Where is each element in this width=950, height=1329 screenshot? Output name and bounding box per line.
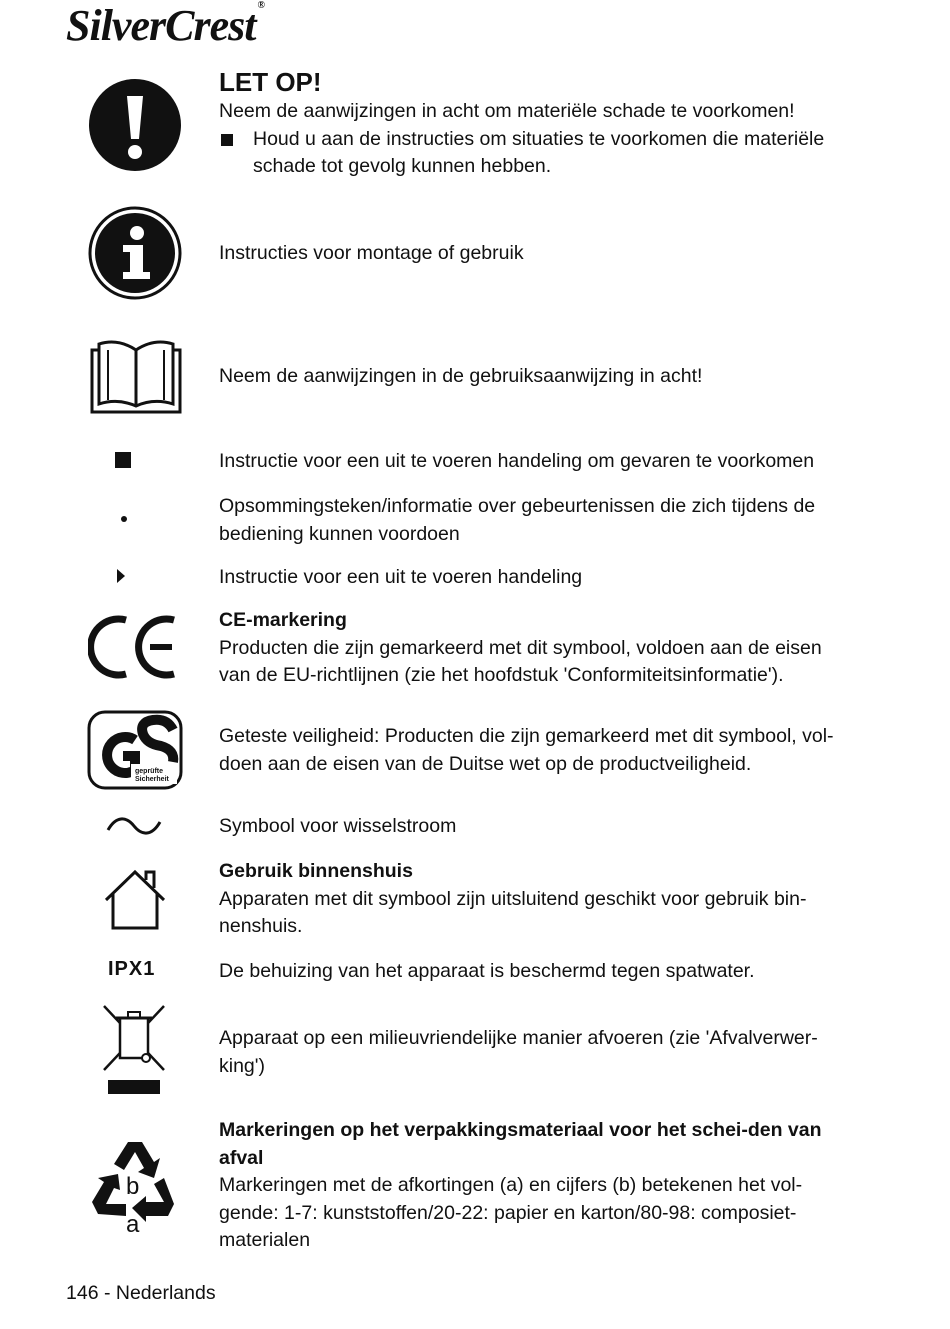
- ipx-text: De behuizing van het apparaat is beschermd tegen spatwater.: [219, 960, 755, 982]
- info-icon: [88, 206, 182, 300]
- square-bullet-icon: [115, 452, 131, 468]
- manual-text: Neem de aanwijzingen in de gebruiksaanwijzing in acht!: [219, 365, 703, 387]
- notice-bullet: Houd u aan de instructies om situaties te voorkomen die materiële schade tot gevolg kunnen hebben.: [219, 126, 849, 181]
- indoor-text: Apparaten met dit symbool zijn uitsluitend geschikt voor gebruik bin-nenshuis.: [219, 887, 807, 937]
- recycle-title: Markeringen op het verpakkingsmateriaal voor het schei-den van afval: [219, 1119, 822, 1169]
- recycle-icon: [88, 1134, 182, 1234]
- house-icon: [102, 868, 168, 932]
- arrow-bullet-icon: [117, 569, 125, 583]
- ce-mark-icon: [88, 614, 182, 680]
- square-bullet-icon: [221, 134, 233, 146]
- ac-text: Symbool voor wisselstroom: [219, 815, 457, 837]
- ce-title: CE-markering: [219, 609, 347, 631]
- recycle-label-b: b: [126, 1173, 140, 1200]
- dot-text: Opsommingsteken/informatie over gebeurtenissen die zich tijdens de bediening kunnen voordoen: [219, 495, 816, 545]
- notice-block: [219, 66, 849, 181]
- notice-line: Neem de aanwijzingen in acht om materiële schade te voorkomen!: [219, 100, 795, 122]
- weee-text: Apparaat op een milieuvriendelijke manier afvoeren (zie 'Afvalverwer-king'): [219, 1027, 818, 1077]
- ipx-label: IPX1: [108, 958, 156, 980]
- brand-logo: SilverCrest ®: [66, 0, 264, 50]
- ac-wave-icon: [106, 814, 162, 838]
- gs-badge-line1: geprüfte: [135, 768, 163, 775]
- dot-bullet-icon: [121, 516, 127, 522]
- recycle-label-a: a: [126, 1211, 140, 1234]
- book-icon: [90, 340, 182, 414]
- indoor-title: Gebruik binnenshuis: [219, 860, 413, 882]
- ce-block: [219, 607, 849, 690]
- gs-text: Geteste veiligheid: Producten die zijn gemarkeerd met dit symbool, vol-doen aan de eisen van de Duitse wet op de productveiligheid.: [219, 725, 834, 775]
- ce-text: Producten die zijn gemarkeerd met dit symbool, voldoen aan de eisen van de EU-richtlijnen (zie het hoofdstuk 'Conformiteitsinformatie').: [219, 636, 822, 686]
- weee-bin-icon: [100, 1004, 168, 1096]
- page-footer: 146 - Nederlands: [66, 1282, 216, 1304]
- exclamation-icon: [86, 76, 184, 174]
- recycle-text: Markeringen met de afkortingen (a) en cijfers (b) betekenen het vol-gende: 1-7: kunststoffen/20-22: papier en karton/80-98: composiet-materialen: [219, 1174, 803, 1251]
- arrow-text: Instructie voor een uit te voeren handeling: [219, 566, 583, 588]
- gs-badge-line2: Sicherheit: [135, 776, 169, 783]
- gs-mark-icon: [87, 710, 183, 790]
- info-text: Instructies voor montage of gebruik: [219, 242, 524, 264]
- action-square-text: Instructie voor een uit te voeren handeling om gevaren te voorkomen: [219, 450, 815, 472]
- recycle-block: [219, 1117, 849, 1255]
- indoor-block: [219, 858, 849, 941]
- notice-heading: LET OP!: [219, 67, 322, 97]
